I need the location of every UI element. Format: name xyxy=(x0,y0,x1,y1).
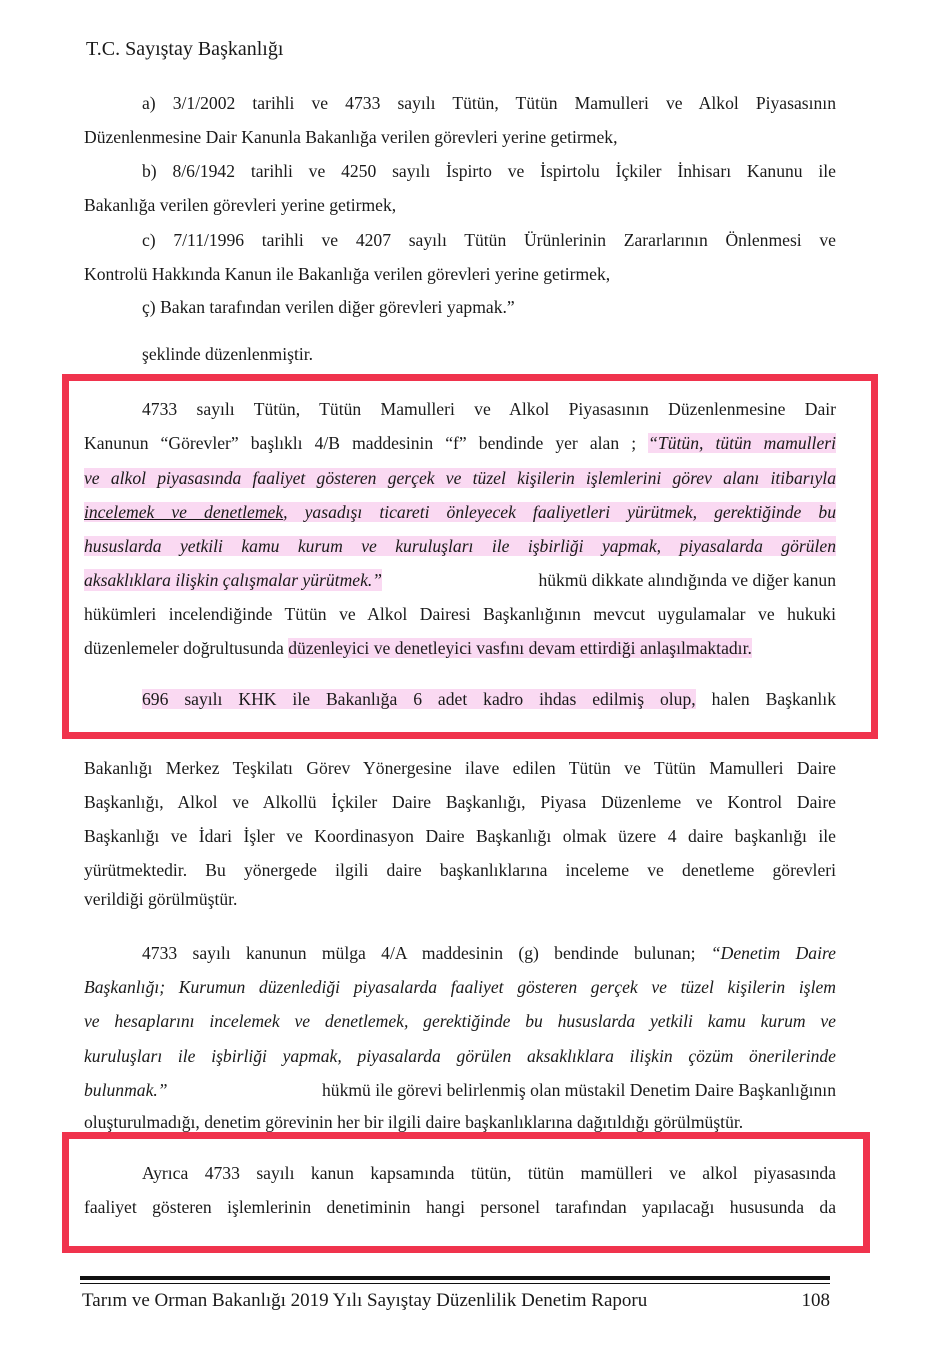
footer-rule xyxy=(80,1276,830,1280)
item-c-line2: Kontrolü Hakkında Kanun ile Bakanlığa verilen görevleri yerine getirmek, xyxy=(84,264,611,284)
para3-l1-quote: “Denetim Daire xyxy=(710,943,836,963)
red-annotation-box-1 xyxy=(62,374,878,739)
para1-line1: 4733 sayılı Tütün, Tütün Mamulleri ve Alkol Piyasasının Düzenlenmesine Dair xyxy=(142,399,836,419)
red-annotation-box-2 xyxy=(62,1132,870,1253)
para1-l6-text: hükmü dikkate alındığında ve diğer kanun xyxy=(538,570,836,590)
quote-start: “Tütün, tütün mamulleri xyxy=(648,433,836,453)
para3-l1-text: 4733 sayılı kanunun mülga 4/A maddesinin (g) bendinde bulunan; xyxy=(142,943,711,963)
para3-line3 xyxy=(84,1010,836,1032)
para3-l4-quote: kuruluşları ile işbirliği yapmak, piyasalarda görülen aksaklıklara ilişkin çözüm önerilerinde xyxy=(84,1046,836,1066)
item-c-line1: c) 7/11/1996 tarihli ve 4207 sayılı Tütün Ürünlerinin Zararlarının Önlenmesi ve xyxy=(142,230,836,250)
item-a-line2: Düzenlenmesine Dair Kanunla Bakanlığa verilen görevleri yerine getirmek, xyxy=(84,127,618,147)
para2-l1-highlight: 696 sayılı KHK ile Bakanlığa 6 adet kadro ihdas edilmiş olup, xyxy=(142,689,696,709)
para3-l5-quote: bulunmak.” xyxy=(84,1080,168,1100)
page-number: 108 xyxy=(801,1290,830,1311)
para2-line3: Başkanlığı, Alkol ve Alkollü İçkiler Daire Başkanlığı, Piyasa Düzenleme ve Kontrol Daire xyxy=(84,792,836,812)
para1-l8-highlight: düzenleyici ve denetleyici vasfını devam ettirdiği anlaşılmaktadır. xyxy=(288,638,752,658)
para3-line5 xyxy=(84,1079,836,1101)
quote-underlined: incelemek ve denetlemek xyxy=(84,502,284,522)
footer-rule-thin xyxy=(80,1283,830,1284)
para3-line1 xyxy=(84,942,836,964)
para2-line2: Bakanlığı Merkez Teşkilatı Görev Yönergesine ilave edilen Tütün ve Tütün Mamulleri Daire xyxy=(84,758,836,778)
para2-line5: yürütmektedir. Bu yönergede ilgili daire başkanlıklarına inceleme ve denetleme görevleri xyxy=(84,860,836,880)
para3-l3-quote: ve hesaplarını incelemek ve denetlemek, gerektiğinde bu hususlarda yetkili kamu kurum ve xyxy=(84,1011,836,1031)
para4-line2: faaliyet gösteren işlemlerinin denetiminin hangi personel tarafından yapılacağı hususunda da xyxy=(84,1197,836,1217)
item-a-line1: a) 3/1/2002 tarihli ve 4733 sayılı Tütün, Tütün Mamulleri ve Alkol Piyasasının xyxy=(142,93,836,113)
para3-l5-text: hükmü ile görevi belirlenmiş olan müstakil Denetim Daire Başkanlığının xyxy=(321,1080,836,1100)
para3-line2 xyxy=(84,976,836,998)
item-cc: ç) Bakan tarafından verilen diğer görevleri yapmak.” xyxy=(142,297,515,317)
quote-line5: hususlarda yetkili kamu kurum ve kuruluşları ile işbirliği yapmak, piyasalarda görülen xyxy=(84,536,836,556)
para2-line4: Başkanlığı ve İdari İşler ve Koordinasyon Daire Başkanlığı olmak üzere 4 daire başkanlığı ile xyxy=(84,826,836,846)
item-b-line1: b) 8/6/1942 tarihli ve 4250 sayılı İspirto ve İspirtolu İçkiler İnhisarı Kanunu ile xyxy=(142,161,836,181)
closing-line: şeklinde düzenlenmiştir. xyxy=(142,344,314,364)
footer-report-title: Tarım ve Orman Bakanlığı 2019 Yılı Sayıştay Düzenlilik Denetim Raporu xyxy=(82,1290,648,1311)
page-header: T.C. Sayıştay Başkanlığı xyxy=(86,38,284,60)
para1-l8-text: düzenlemeler doğrultusunda xyxy=(84,638,289,658)
item-b-line2: Bakanlığa verilen görevleri yerine getirmek, xyxy=(84,195,397,215)
para1-line7: hükümleri incelendiğinde Tütün ve Alkol Dairesi Başkanlığının mevcut uygulamalar ve hukuki xyxy=(84,604,836,624)
para2-l1-text: halen Başkanlık xyxy=(695,689,836,709)
para4-line1: Ayrıca 4733 sayılı kanun kapsamında tütün, tütün mamülleri ve alkol piyasasında xyxy=(142,1163,836,1183)
page-footer xyxy=(82,1290,830,1312)
para3-l2-quote: Başkanlığı; Kurumun düzenlediği piyasalarda faaliyet gösteren gerçek ve tüzel kişilerin işlem xyxy=(84,977,836,997)
para3-line6: oluşturulmadığı, denetim görevinin her bir ilgili daire başkanlıklarına dağıtıldığı görülmüştür. xyxy=(84,1112,744,1132)
quote-end: aksaklıklara ilişkin çalışmalar yürütmek.” xyxy=(84,570,383,590)
quote-line4: , yasadışı ticareti önleyecek faaliyetleri yürütmek, gerektiğinde bu xyxy=(283,502,837,522)
para2-line6: verildiği görülmüştür. xyxy=(84,889,238,909)
para1-l2-text: Kanunun “Görevler” başlıklı 4/B maddesinin “f” bendinde yer alan ; xyxy=(84,433,649,453)
quote-line3: ve alkol piyasasında faaliyet gösteren gerçek ve tüzel kişilerin işlemlerini görev alanı itibarıyla xyxy=(84,468,836,488)
para3-line4 xyxy=(84,1045,836,1067)
